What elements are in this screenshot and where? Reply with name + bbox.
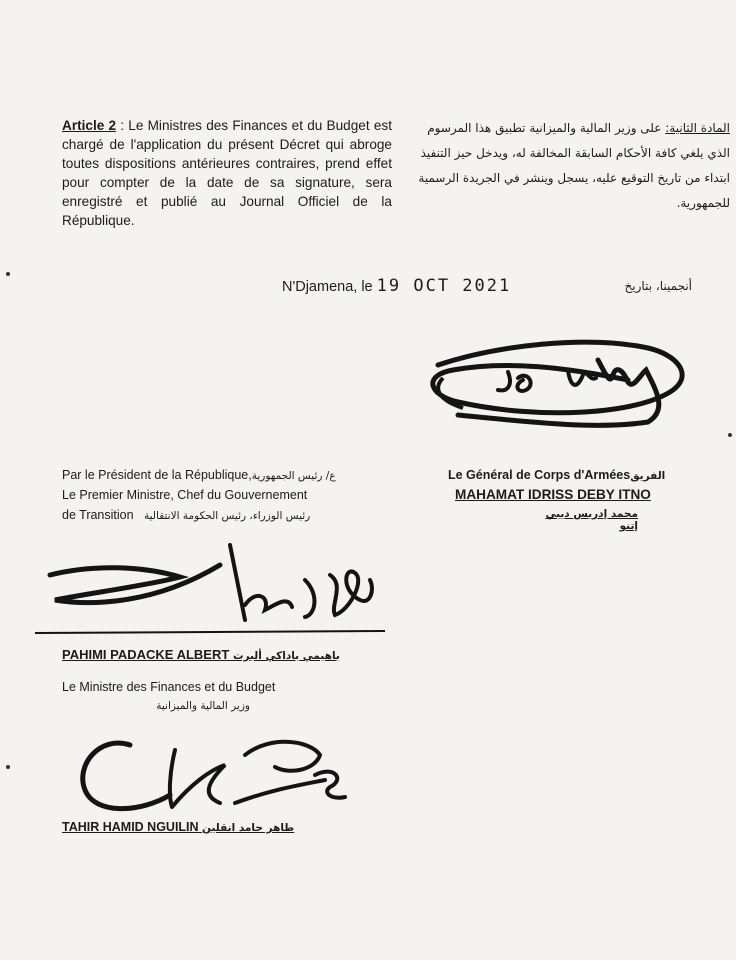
pm-line-1-french: Par le Président de la République, — [62, 468, 252, 482]
president-title — [448, 468, 665, 482]
president-name-arabic: محمد إدريس ديبي إتنو — [545, 508, 638, 532]
finance-minister-title-arabic: وزير المالية والميزانية — [156, 700, 250, 712]
finance-minister-name-french: TAHIR HAMID NGUILIN — [62, 820, 199, 834]
date-line — [282, 276, 511, 296]
article-heading: Article 2 — [62, 118, 117, 133]
finance-minister-title: Le Ministre des Finances et du Budget — [62, 680, 276, 694]
pm-line-1-arabic: ع/ رئيس الجمهورية — [251, 470, 336, 482]
pm-line-3-french: de Transition — [62, 508, 134, 522]
president-signature — [418, 330, 708, 440]
president-title-arabic: الفريق — [630, 470, 666, 482]
finance-minister-name-arabic: طاهر حامد انقلين — [202, 822, 295, 834]
punch-hole-mark — [6, 272, 10, 276]
pm-name-french: PAHIMI PADACKE ALBERT — [62, 647, 230, 662]
finance-minister-name — [62, 820, 294, 834]
finance-minister-signature — [60, 725, 360, 825]
pm-line-2: Le Premier Ministre, Chef du Gouvernement — [62, 488, 308, 502]
pm-name-arabic: باهيمي باداكي ألبرت — [232, 650, 340, 662]
pm-name — [62, 647, 340, 662]
date-stamp: 19 OCT 2021 — [376, 276, 512, 296]
punch-hole-mark — [6, 765, 10, 769]
president-name: MAHAMAT IDRISS DEBY ITNO — [455, 487, 651, 502]
article-heading-arabic: المادة الثانية: — [665, 121, 730, 135]
pm-line-3 — [62, 508, 310, 522]
article-body-arabic: على وزير المالية والميزانية تطبيق هذا المرسوم الذي يلغي كافة الأحكام السابقة المخالفة له، ويدخل حيز التنفيذ ابتداء من تاريخ التوقيع عليه، يسجل وينشر في الجريدة الرسمية للجمهورية. — [418, 121, 730, 210]
president-title-french: Le Général de Corps d'Armées — [448, 468, 631, 482]
article-body-french: : Le Ministres des Finances et du Budget est chargé de l'application du présent Décret qui abroge toutes dispositions antérieures contraires, prend effet pour compter de la date de sa signature, sera enregistré et publié au Journal Officiel de la République. — [62, 118, 392, 228]
pm-signature — [30, 535, 390, 640]
pm-line-1 — [62, 468, 336, 482]
article-2-french — [62, 116, 392, 230]
date-label-french: N'Djamena, le — [282, 279, 373, 295]
date-label-arabic: أنجمينا، بتاريخ — [624, 279, 692, 293]
punch-hole-mark — [728, 433, 732, 437]
pm-line-3-arabic: رئيس الوزراء، رئيس الحكومة الانتقالية — [144, 510, 311, 522]
article-2-arabic — [405, 116, 730, 216]
